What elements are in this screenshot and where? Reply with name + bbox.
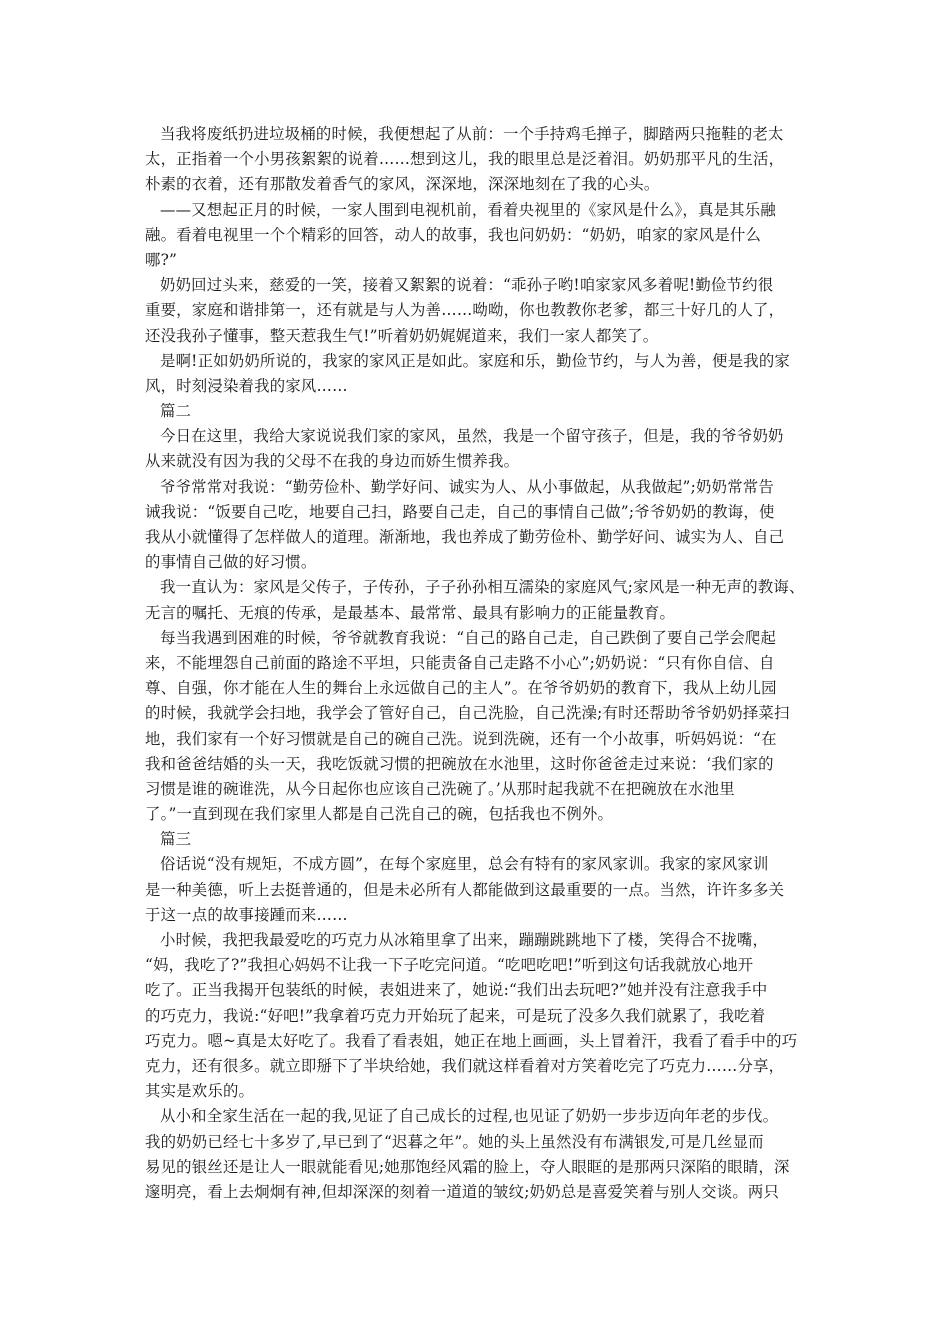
paragraph-first-line: 是啊!正如奶奶所说的，我家的家风正是如此。家庭和乐，勤俭节约，与人为善，便是我的家 <box>160 351 791 370</box>
paragraph-line: 诫我说：“饭要自己吃，地要自己扫，路要自己走，自己的事情自己做”;爷爷奶奶的教诲，使 <box>145 502 775 521</box>
paragraph-line: “妈，我吃了?”我担心妈妈不让我一下子吃完问道。“吃吧吃吧!”听到这句话我就放心地开 <box>145 956 754 975</box>
paragraph-line: 从来就没有因为我的父母不在我的身边而娇生惯养我。 <box>145 452 520 471</box>
paragraph-first-line: 爷爷常常对我说：“勤劳俭朴、勤学好问、诚实为人、从小事做起，从我做起”;奶奶常常告 <box>160 477 774 496</box>
paragraph-line: 地，我们家有一个好习惯就是自己的碗自己洗。说到洗碗，还有一个小故事，听妈妈说：“在 <box>145 729 777 748</box>
paragraph-first-line: 我一直认为：家风是父传子，子传孙，子子孙孙相互濡染的家庭风气;家风是一种无声的教诲、 <box>160 578 805 597</box>
paragraph-line: 巧克力。嗯~真是太好吃了。我看了看表姐，她正在地上画画，头上冒着汗，我看了看手中的巧 <box>145 1031 798 1050</box>
paragraph-line: 吃了。正当我揭开包装纸的时候，表姐进来了，她说:“我们出去玩吧?”她并没有注意我手中 <box>145 981 768 1000</box>
paragraph-line: 尊、自强，你才能在人生的舞台上永远做自己的主人”。在爷爷奶奶的教育下，我从上幼儿园 <box>145 679 777 698</box>
paragraph-line: 易见的银丝还是让人一眼就能看见;她那饱经风霜的脸上，夺人眼眶的是那两只深陷的眼睛，深 <box>145 1157 790 1176</box>
paragraph-line: 的巧克力，我说:“好吧!”我拿着巧克力开始玩了起来，可是玩了没多久我们就累了，我吃着 <box>145 1006 766 1025</box>
paragraph-line: 邃明亮，看上去炯炯有神,但却深深的刻着一道道的皱纹;奶奶总是喜爱笑着与别人交谈。两只 <box>145 1182 780 1201</box>
paragraph-first-line: 当我将废纸扔进垃圾桶的时候，我便想起了从前：一个手持鸡毛掸子，脚踏两只拖鞋的老太 <box>160 125 784 143</box>
paragraph-line: 来，不能埋怨自己前面的路途不平坦，只能责备自己走路不小心”;奶奶说：“只有你自信、自 <box>145 653 775 672</box>
paragraph-line: 是一种美德，听上去挺普通的，但是未必所有人都能做到这最重要的一点。当然，许许多多关 <box>145 880 785 899</box>
paragraph-line: 重要，家庭和谐排第一，还有就是与人为善……呦呦，你也教教你老爹，都三十好几的人了， <box>145 301 785 320</box>
paragraph-line: 习惯是谁的碗谁洗，从今日起你也应该自己洗碗了。’从那时起我就不在把碗放在水池里 <box>145 779 735 798</box>
paragraph-line: 了。”一直到现在我们家里人都是自己洗自己的碗，包括我也不例外。 <box>145 805 614 824</box>
paragraph-first-line: 今日在这里，我给大家说说我们家的家风，虽然，我是一个留守孩子，但是，我的爷爷奶奶 <box>160 427 784 446</box>
paragraph-first-line: ——又想起正月的时候，一家人围到电视机前，看着央视里的《家风是什么》，真是其乐融 <box>160 200 776 219</box>
paragraph-first-line: 篇三 <box>160 830 192 849</box>
paragraph-line: 的事情自己做的好习惯。 <box>145 553 317 572</box>
paragraph-line: 于这一点的故事接踵而来…… <box>145 905 348 924</box>
paragraph-line: 朴素的衣着，还有那散发着香气的家风，深深地，深深地刻在了我的心头。 <box>145 175 660 194</box>
paragraph-first-line: 篇二 <box>160 402 192 421</box>
paragraph-first-line: 奶奶回过头来，慈爱的一笑，接着又絮絮的说着：“乖孙子哟!咱家家风多着呢!勤俭节约很 <box>160 276 774 295</box>
document-body <box>145 122 815 1205</box>
paragraph-line: 太，正指着一个小男孩絮絮的说着……想到这儿，我的眼里总是泛着泪。奶奶那平凡的生活， <box>145 150 785 169</box>
paragraph-line: 还没我孙子懂事，整天惹我生气!”听着奶奶娓娓道来，我们一家人都笑了。 <box>145 326 659 345</box>
paragraph-line: 融。看着电视里一个个精彩的回答，动人的故事，我也问奶奶：“奶奶，咱家的家风是什么 <box>145 225 762 244</box>
paragraph-first-line: 小时候，我把我最爱吃的巧克力从冰箱里拿了出来，蹦蹦跳跳地下了楼，笑得合不拢嘴， <box>160 931 769 949</box>
paragraph-line: 无言的嘱托、无痕的传承，是最基本、最常常、最具有影响力的正能量教育。 <box>145 603 676 622</box>
paragraph-line: 我的奶奶已经七十多岁了,早已到了“迟暮之年”。她的头上虽然没有布满银发,可是几丝显而 <box>145 1132 764 1151</box>
paragraph-line: 我和爸爸结婚的头一天，我吃饭就习惯的把碗放在水池里，这时你爸爸走过来说：‘我们家的 <box>145 754 774 773</box>
paragraph-first-line: 俗话说“没有规矩，不成方圆”，在每个家庭里，总会有特有的家风家训。我家的家风家训 <box>160 855 769 874</box>
paragraph-line: 其实是欢乐的。 <box>145 1082 255 1101</box>
paragraph-line: 我从小就懂得了怎样做人的道理。渐渐地，我也养成了勤劳俭朴、勤学好问、诚实为人、自己 <box>145 528 785 546</box>
paragraph-line: 哪?” <box>145 250 178 269</box>
paragraph-first-line: 每当我遇到困难的时候，爷爷就教育我说：“自己的路自己走，自己跌倒了要自己学会爬起 <box>160 628 777 647</box>
paragraph-line: 风，时刻浸染着我的家风…… <box>145 376 348 395</box>
paragraph-line: 克力，还有很多。就立即掰下了半块给她，我们就这样看着对方笑着吃完了巧克力……分享， <box>145 1056 785 1075</box>
paragraph-line: 的时候，我就学会扫地，我学会了管好自己，自己洗脸，自己洗澡;有时还帮助爷爷奶奶择菜扫 <box>145 704 790 723</box>
paragraph-first-line: 从小和全家生活在一起的我,见证了自己成长的过程,也见证了奶奶一步步迈向年老的步伐。 <box>160 1107 779 1126</box>
